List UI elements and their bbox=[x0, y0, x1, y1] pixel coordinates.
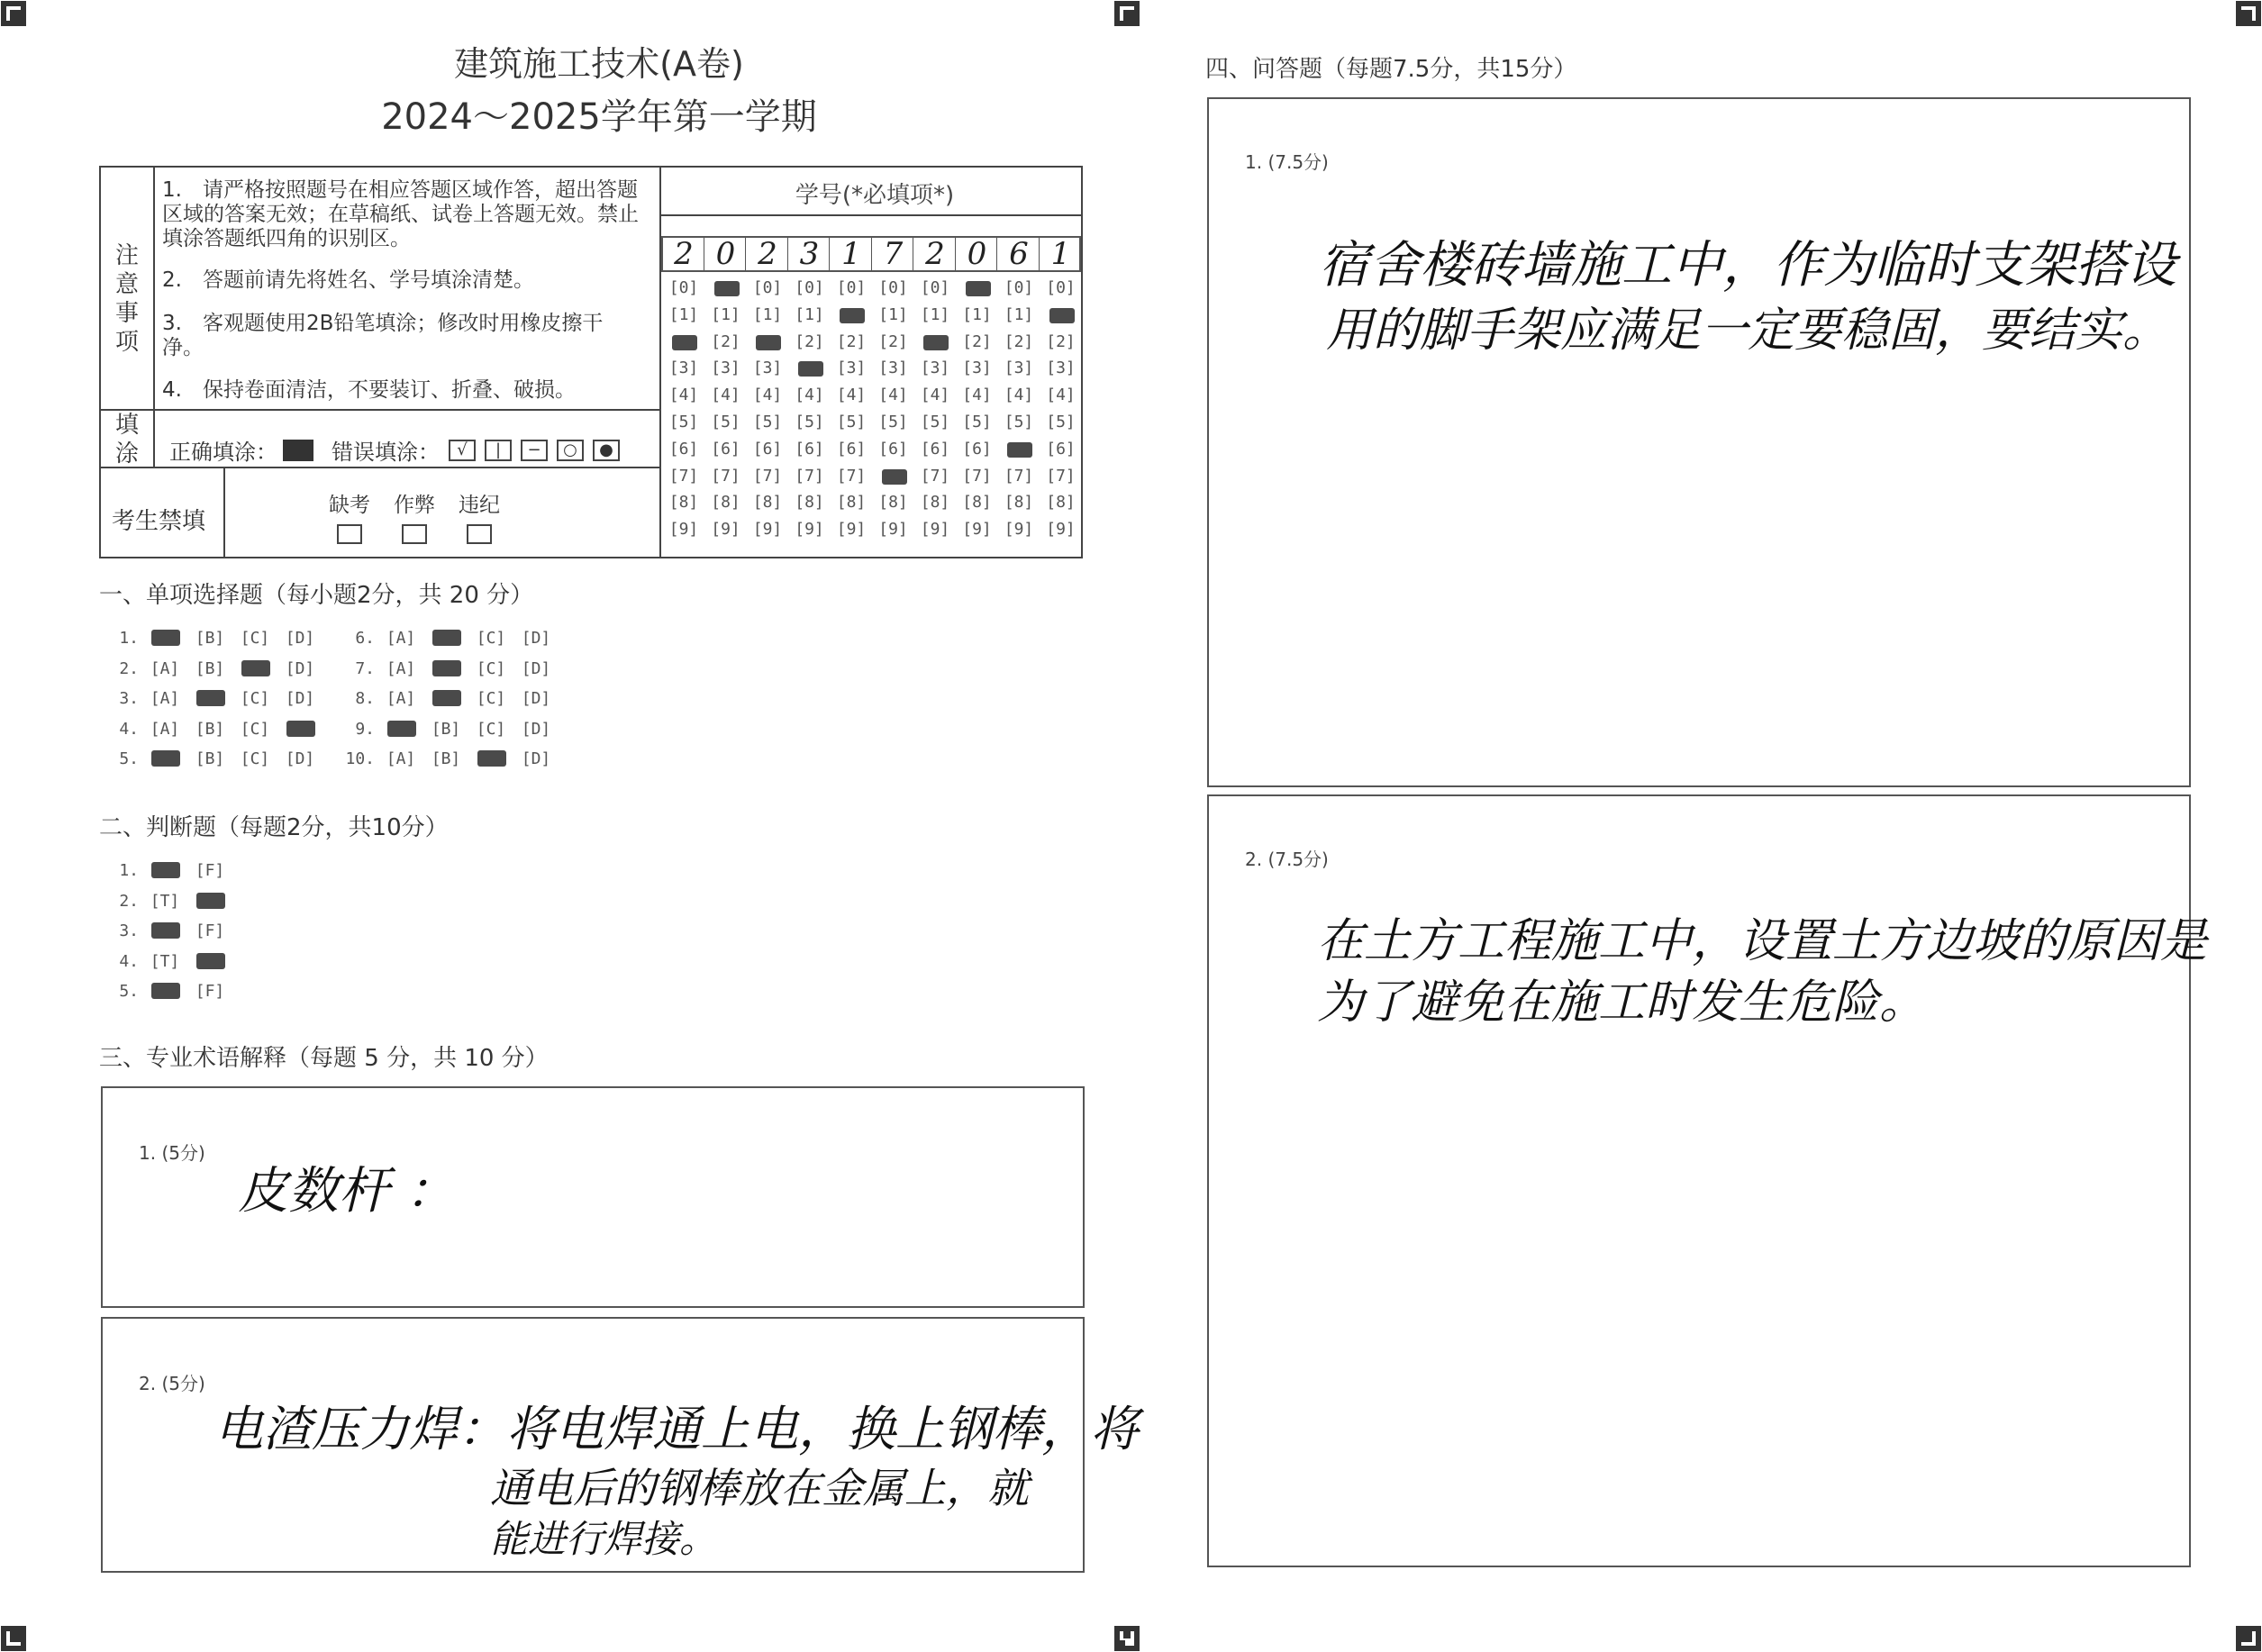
question-label: 2. (5分) bbox=[139, 1373, 205, 1394]
option-bubble[interactable] bbox=[142, 861, 187, 880]
option-bubble[interactable] bbox=[187, 892, 232, 911]
student-id-digit: 2 bbox=[674, 236, 694, 272]
option-bubble[interactable]: [B] bbox=[195, 658, 225, 678]
option-bubble[interactable]: [A] bbox=[386, 689, 416, 709]
option-bubble[interactable]: [B] bbox=[195, 629, 225, 648]
option-bubble[interactable] bbox=[142, 749, 187, 768]
student-id-bubble[interactable]: [0] bbox=[795, 278, 824, 297]
option-bubble[interactable]: [A] bbox=[386, 749, 416, 769]
student-id-bubble[interactable]: [6] bbox=[1046, 439, 1076, 458]
prohibited-label: 考生禁填 bbox=[112, 508, 206, 535]
student-id-bubble[interactable]: [0] bbox=[836, 278, 867, 297]
student-id-bubble[interactable]: [3] bbox=[878, 359, 908, 378]
mc-question-row bbox=[337, 689, 559, 708]
student-id-bubble[interactable]: [8] bbox=[836, 493, 867, 513]
student-id-bubble[interactable]: [8] bbox=[1004, 493, 1034, 513]
mc-question-row bbox=[101, 720, 322, 739]
student-id-bubble[interactable]: [5] bbox=[668, 413, 699, 431]
student-id-bubble[interactable]: [6] bbox=[752, 439, 783, 458]
wrong-fill-label: 错误填涂： bbox=[332, 440, 440, 465]
student-id-bubble[interactable]: [3] bbox=[1046, 359, 1076, 378]
option-bubble[interactable]: [D] bbox=[285, 658, 315, 678]
option-bubble[interactable] bbox=[277, 720, 322, 739]
tf-question-row bbox=[101, 982, 232, 1001]
exam-term: 2024～2025学年第一学期 bbox=[381, 96, 817, 138]
student-id-bubble[interactable]: [5] bbox=[711, 413, 740, 431]
prohibited-checkbox[interactable] bbox=[402, 524, 427, 544]
student-id-bubble[interactable]: [2] bbox=[878, 331, 908, 351]
option-bubble[interactable]: [C] bbox=[476, 658, 506, 678]
student-id-bubble[interactable]: [2] bbox=[1004, 331, 1034, 351]
mc-question-row bbox=[337, 749, 559, 768]
student-id-bubble[interactable]: [9] bbox=[752, 520, 783, 540]
option-bubble[interactable] bbox=[232, 659, 277, 678]
option-bubble[interactable] bbox=[187, 952, 232, 971]
student-id-bubble[interactable] bbox=[705, 279, 747, 297]
notice-label-char: 意 bbox=[114, 271, 139, 298]
prohibited-checkbox[interactable] bbox=[337, 524, 362, 544]
student-id-bubble[interactable]: [4] bbox=[920, 386, 950, 405]
student-id-bubble[interactable]: [6] bbox=[795, 439, 824, 458]
student-id-bubble[interactable]: [8] bbox=[920, 493, 950, 513]
student-id-bubble[interactable] bbox=[747, 333, 788, 351]
question-number: 2. bbox=[119, 891, 139, 911]
student-id-bubble[interactable]: [7] bbox=[668, 466, 699, 486]
student-id-bubble[interactable]: [6] bbox=[836, 439, 867, 458]
student-id-bubble[interactable]: [5] bbox=[795, 413, 824, 431]
option-bubble[interactable]: [A] bbox=[150, 689, 180, 709]
student-id-label: 学号(*必填项*) bbox=[795, 182, 955, 209]
option-bubble[interactable]: [T] bbox=[150, 951, 180, 971]
student-id-bubble[interactable]: [7] bbox=[752, 466, 783, 486]
student-id-bubble[interactable]: [5] bbox=[1004, 413, 1034, 431]
handwritten-answer: 皮数杆 ： bbox=[238, 1162, 456, 1221]
answer-box[interactable] bbox=[1207, 97, 2191, 787]
student-id-bubble[interactable]: [9] bbox=[920, 520, 950, 540]
student-id-bubble[interactable]: [7] bbox=[1046, 466, 1076, 486]
option-bubble[interactable]: [C] bbox=[240, 629, 270, 648]
fill-label-char: 涂 bbox=[114, 440, 139, 467]
mc-question-row bbox=[337, 629, 559, 648]
wrong-fill-sample: ○ bbox=[557, 440, 584, 461]
student-id-bubble[interactable]: [1] bbox=[752, 304, 783, 324]
registration-mark-icon bbox=[2235, 1625, 2262, 1652]
option-bubble[interactable]: [C] bbox=[476, 689, 506, 709]
option-bubble[interactable]: [C] bbox=[240, 689, 270, 709]
student-id-bubble[interactable]: [0] bbox=[878, 278, 908, 297]
wrong-fill-sample: ● bbox=[593, 440, 620, 461]
student-id-digit: 1 bbox=[1050, 236, 1071, 272]
prohibited-item-cheat: 作弊 bbox=[394, 494, 435, 517]
prohibited-item-absent: 缺考 bbox=[329, 494, 370, 517]
registration-mark-icon bbox=[1113, 0, 1140, 27]
student-id-bubble[interactable]: [7] bbox=[795, 466, 824, 486]
student-id-bubble[interactable]: [5] bbox=[878, 413, 908, 431]
student-id-bubble[interactable]: [5] bbox=[920, 413, 950, 431]
mc-question-row bbox=[101, 629, 322, 648]
option-bubble[interactable]: [C] bbox=[240, 749, 270, 769]
student-id-bubble[interactable]: [1] bbox=[795, 304, 824, 324]
notice-label-char: 项 bbox=[114, 329, 139, 356]
option-bubble[interactable]: [B] bbox=[195, 749, 225, 769]
student-id-digit: 1 bbox=[841, 236, 861, 272]
option-bubble[interactable]: [A] bbox=[386, 658, 416, 678]
question-number: 9. bbox=[355, 719, 375, 739]
student-id-bubble[interactable]: [9] bbox=[668, 520, 699, 540]
student-id-bubble[interactable]: [2] bbox=[711, 331, 740, 351]
handwritten-answer: 电渣压力焊：将电焊通上电，换上钢棒，将 bbox=[214, 1401, 1139, 1457]
student-id-digit-divider bbox=[829, 236, 830, 272]
option-bubble[interactable] bbox=[468, 749, 513, 768]
student-id-bubble[interactable]: [5] bbox=[836, 413, 867, 431]
student-id-bubble[interactable]: [0] bbox=[1004, 278, 1034, 297]
student-id-bubble[interactable]: [8] bbox=[711, 493, 740, 513]
student-id-bubble[interactable]: [1] bbox=[668, 304, 699, 324]
section-title: 三、专业术语解释（每题 5 分，共 10 分） bbox=[99, 1045, 549, 1072]
option-bubble[interactable]: [D] bbox=[521, 749, 551, 769]
notice-item: 1. 请严格按照题号在相应答题区域作答，超出答题区域的答案无效；在草稿纸、试卷上答题无效。禁止填涂答题纸四角的识别区。 bbox=[162, 178, 639, 250]
option-bubble[interactable]: [B] bbox=[431, 749, 461, 769]
option-bubble[interactable] bbox=[378, 720, 423, 739]
option-bubble[interactable]: [D] bbox=[521, 689, 551, 709]
student-id-bubble[interactable]: [8] bbox=[752, 493, 783, 513]
student-id-bubble[interactable]: [4] bbox=[836, 386, 867, 405]
wrong-fill-sample: | bbox=[485, 440, 512, 461]
handwritten-answer: 宿舍楼砖墙施工中，作为临时支架搭设 bbox=[1319, 236, 2176, 295]
student-id-bubble[interactable]: [1] bbox=[962, 304, 992, 324]
student-id-bubble[interactable]: [1] bbox=[920, 304, 950, 324]
answer-box[interactable] bbox=[101, 1086, 1085, 1308]
option-bubble[interactable]: [D] bbox=[285, 749, 315, 769]
student-id-bubble[interactable]: [9] bbox=[962, 520, 992, 540]
student-id-bubble[interactable]: [4] bbox=[711, 386, 740, 405]
fill-guide bbox=[169, 434, 620, 466]
student-id-bubble[interactable]: [2] bbox=[1046, 331, 1076, 351]
student-id-bubble[interactable]: [5] bbox=[752, 413, 783, 431]
option-bubble[interactable]: [C] bbox=[476, 629, 506, 648]
option-bubble[interactable]: [B] bbox=[195, 719, 225, 739]
question-number: 8. bbox=[355, 689, 375, 709]
student-id-bubble[interactable]: [4] bbox=[752, 386, 783, 405]
student-id-bubble[interactable]: [0] bbox=[1046, 278, 1076, 297]
question-number: 1. bbox=[119, 629, 139, 648]
student-id-bubble[interactable] bbox=[957, 279, 998, 297]
exam-title: 建筑施工技术(A卷) bbox=[454, 44, 744, 84]
student-id-digit: 2 bbox=[925, 236, 945, 272]
question-number: 4. bbox=[119, 719, 139, 739]
registration-mark-icon bbox=[2235, 0, 2262, 27]
student-id-bubble[interactable]: [3] bbox=[962, 359, 992, 378]
handwritten-answer: 在土方工程施工中，设置土方边坡的原因是 bbox=[1317, 914, 2208, 968]
question-label: 1. (7.5分) bbox=[1245, 151, 1329, 173]
option-bubble[interactable] bbox=[187, 689, 232, 708]
student-id-digit: 0 bbox=[967, 236, 987, 272]
option-bubble[interactable]: [D] bbox=[521, 629, 551, 648]
option-bubble[interactable] bbox=[142, 629, 187, 648]
question-number: 3. bbox=[119, 689, 139, 709]
mc-question-row bbox=[101, 659, 322, 678]
student-id-bubble[interactable]: [6] bbox=[962, 439, 992, 458]
mc-question-row bbox=[101, 689, 322, 708]
student-id-bubble[interactable]: [0] bbox=[920, 278, 950, 297]
option-bubble[interactable] bbox=[423, 659, 468, 678]
student-id-bubble[interactable]: [5] bbox=[962, 413, 992, 431]
question-number: 1. bbox=[119, 861, 139, 880]
student-id-bubble[interactable]: [9] bbox=[1046, 520, 1076, 540]
handwritten-answer: 为了避免在施工时发生危险。 bbox=[1317, 976, 1927, 1030]
tf-question-row bbox=[101, 952, 232, 971]
student-id-bubble[interactable]: [2] bbox=[962, 331, 992, 351]
student-id-digit-divider bbox=[1039, 236, 1040, 272]
registration-mark-icon bbox=[1113, 1625, 1140, 1652]
student-id-bubble[interactable]: [8] bbox=[962, 493, 992, 513]
option-bubble[interactable]: [D] bbox=[521, 719, 551, 739]
option-bubble[interactable]: [B] bbox=[431, 719, 461, 739]
option-bubble[interactable]: [F] bbox=[195, 921, 225, 941]
student-id-bubble[interactable]: [7] bbox=[836, 466, 867, 486]
student-id-bubble[interactable]: [9] bbox=[836, 520, 867, 540]
student-id-bubble[interactable] bbox=[914, 333, 956, 351]
option-bubble[interactable] bbox=[142, 982, 187, 1001]
student-id-bubble[interactable]: [5] bbox=[1046, 413, 1076, 431]
student-id-bubble[interactable]: [3] bbox=[920, 359, 950, 378]
section-title: 四、问答题（每题7.5分，共15分） bbox=[1205, 56, 1577, 83]
correct-fill-sample bbox=[283, 440, 313, 461]
option-bubble[interactable]: [C] bbox=[476, 719, 506, 739]
notice-item: 2. 答题前请先将姓名、学号填涂清楚。 bbox=[162, 268, 534, 292]
answer-box[interactable] bbox=[101, 1317, 1139, 1573]
student-id-bubble[interactable]: [4] bbox=[1046, 386, 1076, 405]
student-id-bubble[interactable]: [7] bbox=[962, 466, 992, 486]
option-bubble[interactable]: [T] bbox=[150, 891, 180, 911]
student-id-bubble[interactable] bbox=[873, 467, 914, 486]
student-id-bubble[interactable]: [8] bbox=[878, 493, 908, 513]
student-id-bubble[interactable]: [8] bbox=[795, 493, 824, 513]
question-number: 5. bbox=[119, 749, 139, 769]
student-id-bubble[interactable]: [4] bbox=[668, 386, 699, 405]
student-id-bubble[interactable]: [1] bbox=[1004, 304, 1034, 324]
student-id-bubble[interactable]: [9] bbox=[1004, 520, 1034, 540]
section-title: 一、单项选择题（每小题2分，共 20 分） bbox=[99, 582, 534, 609]
student-id-bubble[interactable]: [4] bbox=[962, 386, 992, 405]
handwritten-answer: 能进行焊接。 bbox=[490, 1517, 718, 1561]
mc-question-row bbox=[337, 659, 559, 678]
option-bubble[interactable] bbox=[423, 689, 468, 708]
notice-label-char: 事 bbox=[114, 300, 139, 327]
option-bubble[interactable]: [A] bbox=[150, 658, 180, 678]
tf-question-row bbox=[101, 861, 232, 880]
student-id-bubble[interactable]: [1] bbox=[711, 304, 740, 324]
student-id-bubble[interactable]: [3] bbox=[668, 359, 699, 378]
option-bubble[interactable]: [A] bbox=[386, 629, 416, 648]
prohibited-checkbox[interactable] bbox=[467, 524, 492, 544]
student-id-bubble[interactable]: [8] bbox=[1046, 493, 1076, 513]
student-id-bubble[interactable]: [4] bbox=[795, 386, 824, 405]
student-id-bubble[interactable]: [7] bbox=[920, 466, 950, 486]
mc-question-row bbox=[101, 749, 322, 768]
student-id-bubble[interactable] bbox=[789, 359, 831, 377]
question-label: 2. (7.5分) bbox=[1245, 849, 1329, 870]
question-label: 1. (5分) bbox=[139, 1142, 205, 1164]
answer-box[interactable] bbox=[1207, 794, 2208, 1567]
student-id-bubble[interactable]: [3] bbox=[1004, 359, 1034, 378]
prohibited-item-violation: 违纪 bbox=[459, 494, 500, 517]
student-id-digit-divider bbox=[871, 236, 872, 272]
registration-mark-icon bbox=[0, 1625, 27, 1652]
student-id-bubble[interactable] bbox=[1040, 306, 1082, 324]
tf-question-row bbox=[101, 892, 232, 911]
student-id-bubble[interactable]: [4] bbox=[1004, 386, 1034, 405]
student-id-bubble[interactable]: [6] bbox=[668, 439, 699, 458]
notice-item: 3. 客观题使用2B铅笔填涂；修改时用橡皮擦干净。 bbox=[162, 312, 604, 359]
student-id-bubble[interactable]: [9] bbox=[795, 520, 824, 540]
student-id-bubble[interactable]: [9] bbox=[711, 520, 740, 540]
student-id-bubble[interactable]: [1] bbox=[878, 304, 908, 324]
option-bubble[interactable]: [D] bbox=[285, 689, 315, 709]
option-bubble[interactable]: [A] bbox=[150, 719, 180, 739]
question-number: 3. bbox=[119, 921, 139, 941]
notice-item: 4. 保持卷面清洁，不要装订、折叠、破损。 bbox=[162, 378, 576, 402]
student-id-bubble[interactable] bbox=[663, 333, 704, 351]
student-id-bubble[interactable]: [3] bbox=[752, 359, 783, 378]
student-id-bubble[interactable]: [2] bbox=[795, 331, 824, 351]
option-bubble[interactable]: [C] bbox=[240, 719, 270, 739]
student-id-bubble[interactable]: [7] bbox=[711, 466, 740, 486]
wrong-fill-sample: − bbox=[521, 440, 548, 461]
student-id-bubble[interactable]: [8] bbox=[668, 493, 699, 513]
option-bubble[interactable]: [F] bbox=[195, 861, 225, 880]
option-bubble[interactable]: [D] bbox=[521, 658, 551, 678]
option-bubble[interactable] bbox=[142, 921, 187, 940]
student-id-bubble[interactable]: [3] bbox=[711, 359, 740, 378]
student-id-bubble[interactable]: [6] bbox=[878, 439, 908, 458]
mc-question-row bbox=[337, 720, 559, 739]
student-id-bubble[interactable]: [0] bbox=[752, 278, 783, 297]
student-id-bubble[interactable]: [0] bbox=[668, 278, 699, 297]
info-block bbox=[99, 166, 1083, 558]
handwritten-answer: 通电后的钢棒放在金属上，就 bbox=[490, 1464, 1029, 1512]
question-number: 5. bbox=[119, 982, 139, 1002]
student-id-bubble[interactable]: [6] bbox=[920, 439, 950, 458]
question-number: 10. bbox=[345, 749, 375, 769]
question-number: 4. bbox=[119, 951, 139, 971]
student-id-digit-divider bbox=[745, 236, 746, 272]
student-id-bubble[interactable] bbox=[998, 440, 1040, 458]
student-id-digit-divider bbox=[996, 236, 997, 272]
tf-question-row bbox=[101, 921, 232, 940]
student-id-digit: 7 bbox=[883, 236, 904, 272]
wrong-fill-sample: √ bbox=[449, 440, 476, 461]
notice-label-char: 注 bbox=[114, 242, 139, 269]
student-id-bubble[interactable]: [3] bbox=[836, 359, 867, 378]
question-number: 6. bbox=[355, 629, 375, 648]
fill-label-char: 填 bbox=[114, 412, 139, 439]
student-id-digit: 3 bbox=[799, 236, 820, 272]
student-id-bubble[interactable]: [6] bbox=[711, 439, 740, 458]
student-id-bubble[interactable]: [7] bbox=[1004, 466, 1034, 486]
option-bubble[interactable] bbox=[423, 629, 468, 648]
question-number: 2. bbox=[119, 658, 139, 678]
option-bubble[interactable]: [D] bbox=[285, 629, 315, 648]
student-id-bubble[interactable]: [2] bbox=[836, 331, 867, 351]
registration-mark-icon bbox=[0, 0, 27, 27]
student-id-digit: 6 bbox=[1009, 236, 1029, 272]
student-id-digit-divider bbox=[787, 236, 788, 272]
option-bubble[interactable]: [F] bbox=[195, 982, 225, 1002]
handwritten-answer: 用的脚手架应满足一定要稳固，要结实。 bbox=[1326, 304, 2170, 358]
student-id-digit: 2 bbox=[758, 236, 777, 272]
student-id-digit-divider bbox=[955, 236, 956, 272]
student-id-digit: 0 bbox=[715, 236, 736, 272]
correct-fill-label: 正确填涂： bbox=[169, 440, 277, 465]
section-title: 二、判断题（每题2分，共10分） bbox=[99, 814, 449, 841]
student-id-bubble[interactable]: [9] bbox=[878, 520, 908, 540]
student-id-bubble[interactable]: [4] bbox=[878, 386, 908, 405]
question-number: 7. bbox=[355, 658, 375, 678]
student-id-bubble[interactable] bbox=[831, 306, 872, 324]
